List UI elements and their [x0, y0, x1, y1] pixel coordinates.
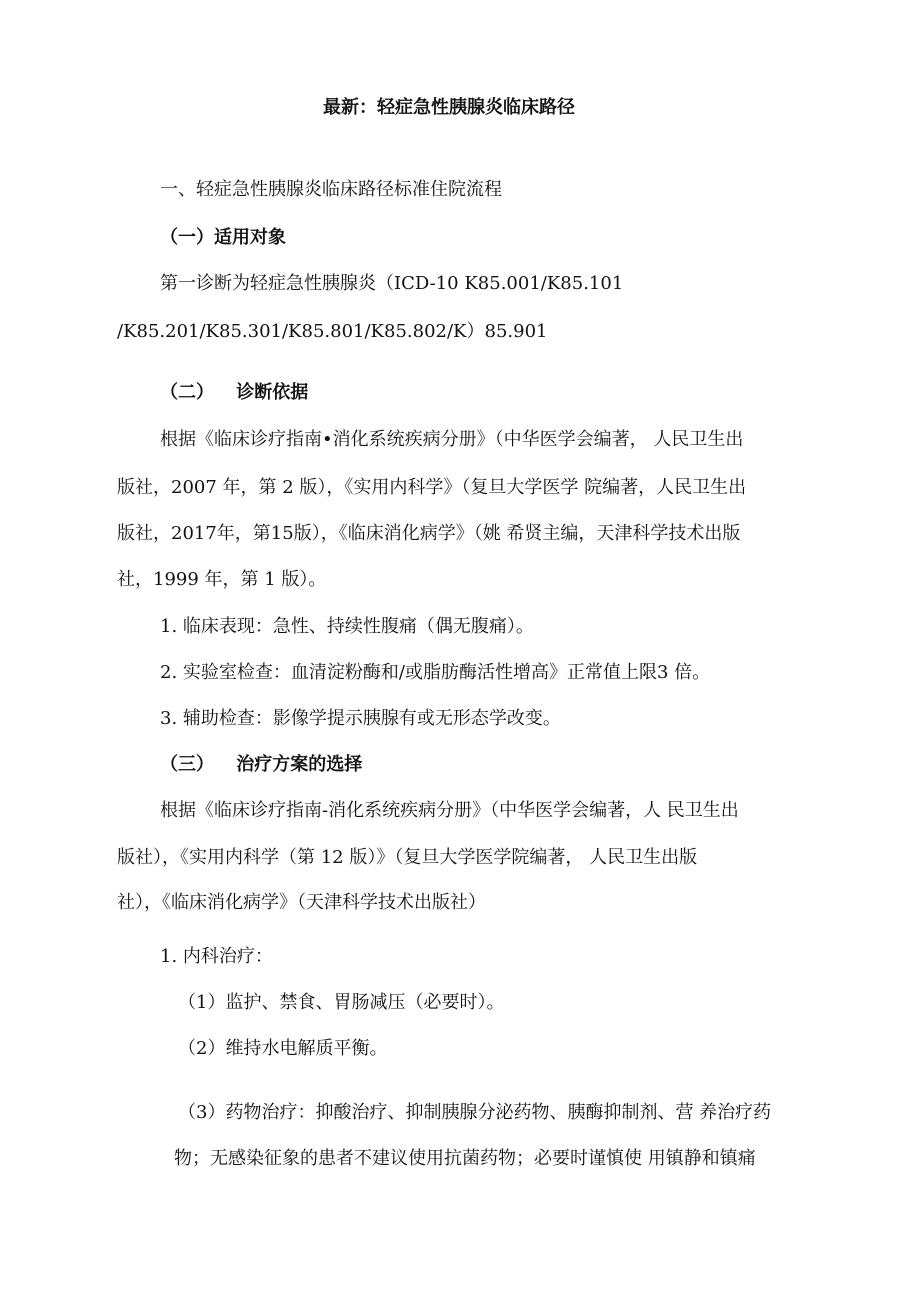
list-item: 1. 临床表现：急性、持续性腹痛（偶无腹痛）。: [160, 616, 534, 637]
sub-list-item: （1）监护、禁食、胃肠减压（必要时）。: [178, 992, 505, 1013]
subsection-heading-treatment: [160, 753, 362, 777]
paragraph-line: 社，1999 年，第 1 版）。: [117, 569, 327, 590]
subsection-title: 治疗方案的选择: [236, 754, 363, 775]
sub-list-item: 物；无感染征象的患者不建议使用抗菌药物；必要时谨慎使 用镇静和镇痛: [174, 1148, 756, 1169]
section-heading: 一、轻症急性胰腺炎临床路径标准住院流程: [160, 179, 502, 200]
subsection-number: （二）: [160, 382, 214, 403]
document-title: 最新：轻症急性胰腺炎临床路径: [323, 97, 575, 118]
list-item: 1. 内科治疗：: [160, 946, 273, 967]
paragraph-line: 版社，2017年，第15版），《临床消化病学》（姚 希贤主编，天津科学技术出版: [117, 523, 741, 544]
paragraph-line: /K85.201/K85.301/K85.801/K85.802/K）85.901: [117, 321, 548, 342]
paragraph-line: 第一诊断为轻症急性胰腺炎（ICD-10 K85.001/K85.101: [160, 273, 624, 294]
paragraph-line: 根据《临床诊疗指南-消化系统疾病分册》（中华医学会编著，人 民卫生出: [160, 800, 739, 821]
paragraph-line: 版社），《实用内科学（第 12 版）》（复旦大学医学院编著， 人民卫生出版: [117, 847, 698, 868]
subsection-title: 诊断依据: [236, 382, 309, 403]
paragraph-line: 根据《临床诊疗指南•消化系统疾病分册》（中华医学会编著， 人民卫生出: [160, 429, 744, 450]
subsection-heading-diagnosis: [160, 381, 308, 405]
paragraph-line: 版社，2007 年，第 2 版），《实用内科学》（复旦大学医学 院编著，人民卫生出: [117, 477, 747, 498]
paragraph-line: 社），《临床消化病学》（天津科学技术出版社）: [117, 892, 486, 913]
subsection-heading-scope: （一）适用对象: [160, 227, 286, 248]
sub-list-item: （3）药物治疗：抑酸治疗、抑制胰腺分泌药物、胰酶抑制剂、营 养治疗药: [178, 1102, 772, 1123]
list-item: 3. 辅助检查：影像学提示胰腺有或无形态学改变。: [160, 708, 561, 729]
list-item: 2. 实验室检查：血清淀粉酶和/或脂肪酶活性增高》正常值上限3 倍。: [160, 662, 711, 683]
subsection-number: （三）: [160, 754, 214, 775]
sub-list-item: （2）维持水电解质平衡。: [178, 1038, 388, 1059]
